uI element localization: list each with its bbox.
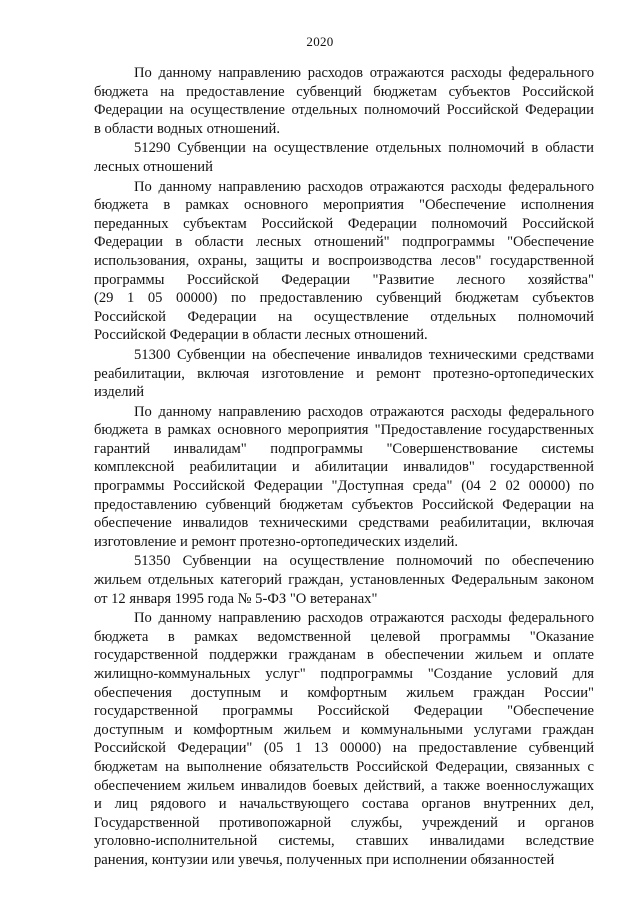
text-line: 51350 Субвенции на осуществление полномочий по обеспечению [134, 553, 594, 570]
body-paragraph [94, 403, 594, 552]
text-line: лесных отношений [94, 158, 213, 175]
text-line: Российской Федерации" (05 1 13 00000) на предоставление субвенций [94, 740, 594, 757]
text-line: Российской Федерации в области лесных отношений. [94, 327, 428, 344]
text-line: Государственной противопожарной службы, учреждений и органов [94, 814, 594, 831]
text-line: от 12 января 1995 года № 5-ФЗ "О ветеранах" [94, 590, 378, 607]
text-line: уголовно-исполнительной системы, ставших инвалидами вследствие [94, 833, 594, 850]
text-line: 51300 Субвенции на обеспечение инвалидов техническими средствами [134, 346, 594, 363]
section-heading [94, 552, 594, 608]
text-line: бюджета в рамках ведомственной целевой программы "Оказание [94, 628, 594, 645]
text-line: жильем отдельных категорий граждан, установленных Федеральным законом [94, 572, 594, 589]
text-line: переданных субъектам Российской Федерации полномочий Российской [94, 215, 594, 232]
text-line: программы Российской Федерации "Доступная среда" (04 2 02 00000) по [94, 478, 594, 495]
text-line: изделий [94, 384, 145, 401]
text-line: бюджета в рамках основного мероприятия "Обеспечение исполнения [94, 197, 594, 214]
text-line: Федерации в области лесных отношений" подпрограммы "Обеспечение [94, 234, 594, 251]
text-line: использования, охраны, защиты и воспроизводства лесов" государственной [94, 252, 594, 269]
section-heading [94, 346, 594, 402]
text-line: бюджета на предоставление субвенций бюджетам субъектов Российской [94, 83, 594, 100]
text-line: 51290 Субвенции на осуществление отдельных полномочий в области [134, 140, 594, 157]
text-line: доступным и комфортным жильем и коммунальными услугами граждан [94, 721, 594, 738]
text-line: реабилитации, включая изготовление и ремонт протезно-ортопедических [94, 365, 594, 382]
text-line: По данному направлению расходов отражаются расходы федерального [134, 65, 594, 81]
text-line: жилищно-коммунальных услуг" подпрограммы "Создание условий для [94, 666, 594, 682]
body-paragraph [94, 609, 594, 869]
text-line: обеспечения доступным и комфортным жильем граждан России" [94, 684, 594, 701]
text-line: Российской Федерации на осуществление отдельных полномочий [94, 308, 594, 325]
text-line: в области водных отношений. [94, 120, 281, 137]
text-line: По данному направлению расходов отражаются расходы федерального [134, 403, 594, 420]
text-line: предоставлению субвенций бюджетам субъектов Российской Федерации на [94, 496, 594, 513]
page-number: 2020 [306, 34, 334, 49]
text-line: изготовление и ремонт протезно-ортопедических изделий. [94, 533, 459, 550]
text-line: обеспечением жильем инвалидов боевых действий, а также военнослужащих [94, 777, 594, 794]
text-line: ранения, контузии или увечья, полученных при исполнении обязанностей [94, 851, 555, 868]
text-line: и лиц рядового и начальствующего состава органов внутренних дел, [94, 796, 594, 813]
text-line: (29 1 05 00000) по предоставлению субвенций бюджетам субъектов [94, 290, 594, 307]
section-heading [94, 139, 594, 176]
text-line: государственной поддержки гражданам в обеспечении жильем и оплате [94, 647, 594, 664]
document-body [94, 64, 594, 871]
text-line: бюджета в рамках основного мероприятия "Предоставление государственных [94, 422, 594, 439]
text-line: По данному направлению расходов отражаются расходы федерального [134, 178, 594, 195]
text-line: программы Российской Федерации "Развитие лесного хозяйства" [94, 271, 594, 288]
text-line: гарантий инвалидам" подпрограммы "Совершенствование системы [94, 440, 594, 457]
text-line: комплексной реабилитации и абилитации инвалидов" государственной [94, 459, 594, 476]
text-line: обеспечение инвалидов техническими средствами реабилитации, включая [94, 515, 594, 532]
body-paragraph [94, 178, 594, 345]
text-line: По данному направлению расходов отражаются расходы федерального [134, 610, 594, 627]
text-line: Федерации на осуществление отдельных полномочий Российской Федерации [94, 102, 594, 119]
text-line: бюджетам на выполнение обязательств Российской Федерации, связанных с [94, 758, 594, 775]
body-paragraph [94, 64, 594, 138]
text-line: государственной программы Российской Федерации "Обеспечение [94, 703, 594, 720]
